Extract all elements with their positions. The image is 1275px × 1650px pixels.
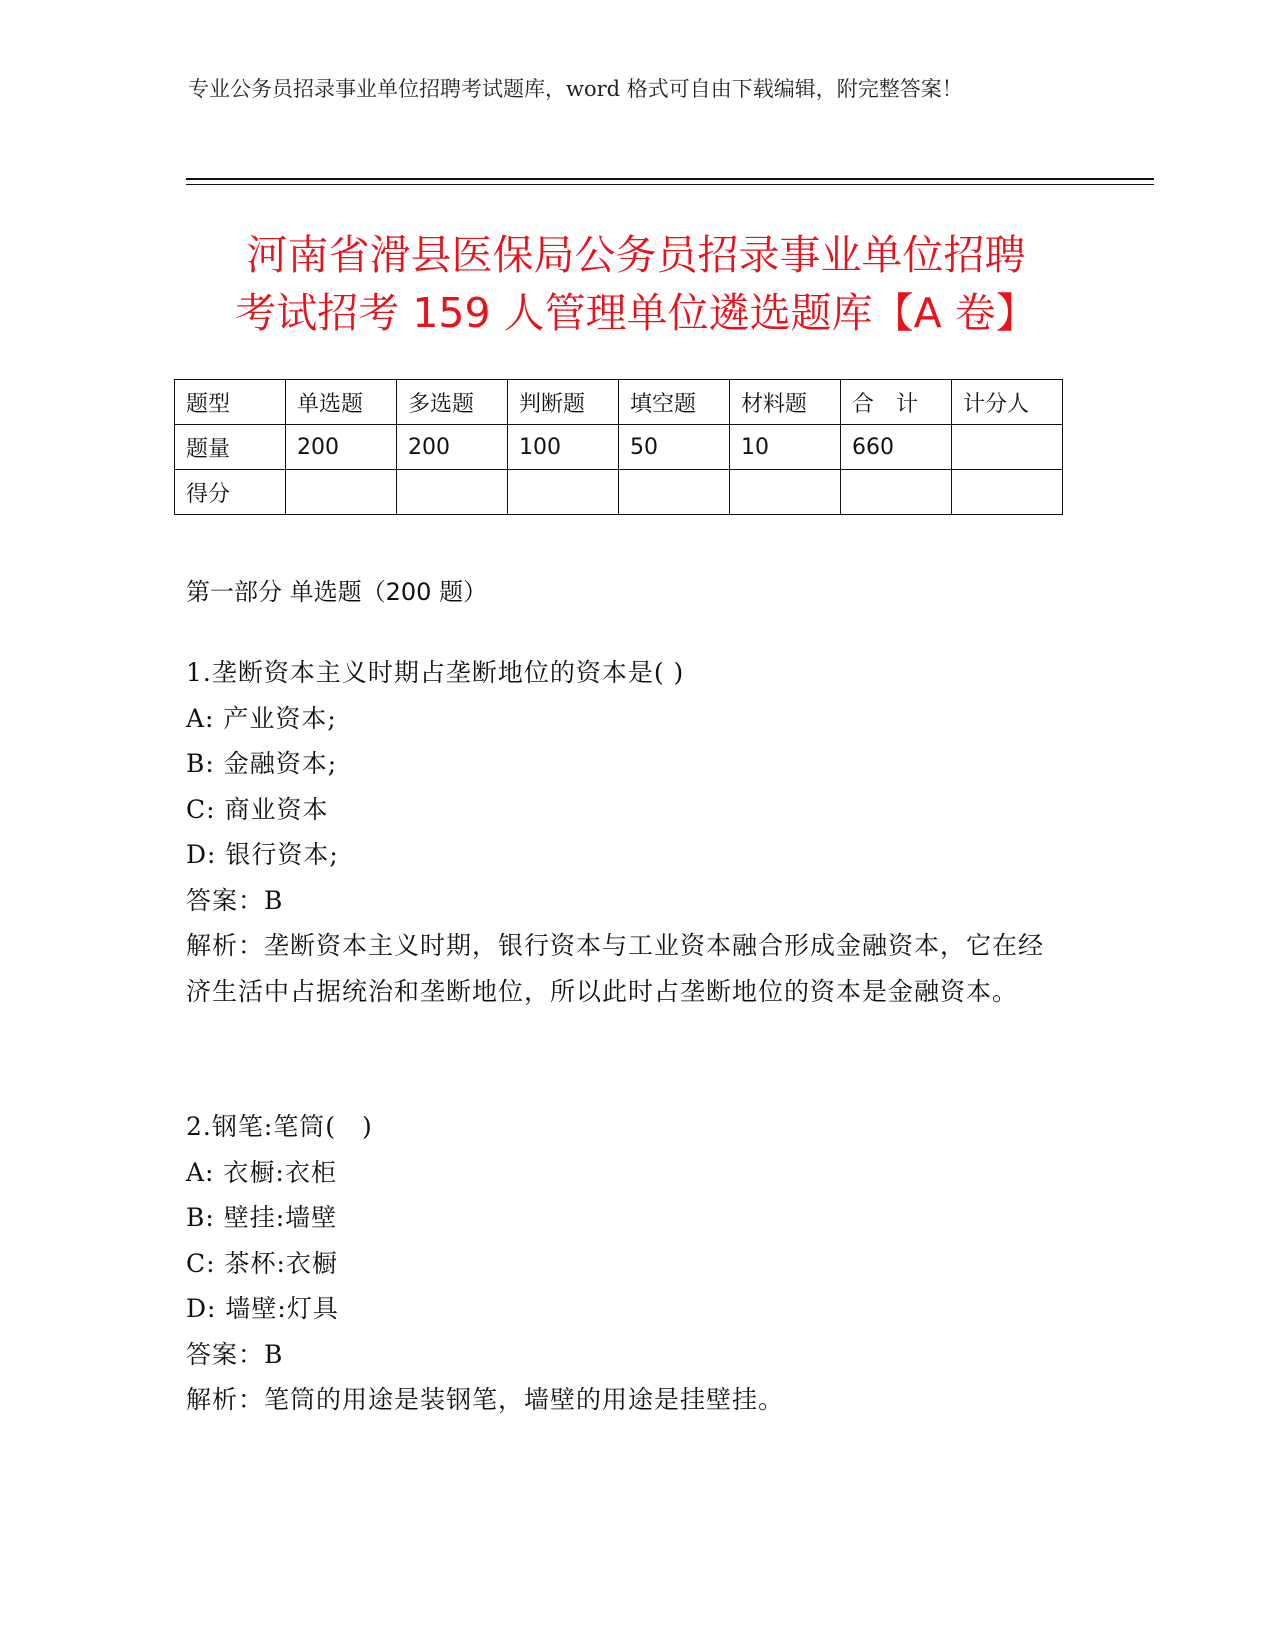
table-cell: 材料题 — [730, 380, 841, 425]
answer-value: B — [264, 885, 284, 915]
option-d: D: 银行资本; — [186, 840, 339, 869]
table-cell — [286, 470, 397, 515]
score-table-score-row — [175, 470, 1063, 515]
table-cell: 计分人 — [952, 380, 1063, 425]
table-cell: 660 — [841, 425, 952, 470]
header-rule-thick — [186, 178, 1154, 180]
answer — [186, 1332, 1066, 1378]
table-cell: 判断题 — [508, 380, 619, 425]
table-cell — [952, 470, 1063, 515]
table-cell — [952, 425, 1063, 470]
table-cell: 10 — [730, 425, 841, 470]
table-cell — [397, 470, 508, 515]
table-cell — [619, 470, 730, 515]
answer — [186, 878, 1066, 924]
option-d: D: 墙壁:灯具 — [186, 1294, 339, 1323]
table-cell: 合 计 — [841, 380, 952, 425]
table-cell — [730, 470, 841, 515]
answer-label: 答案： — [186, 1339, 265, 1369]
answer-value: B — [264, 1339, 284, 1369]
table-cell: 题型 — [175, 380, 286, 425]
table-cell: 200 — [397, 425, 508, 470]
option-b: B: 金融资本; — [186, 749, 338, 778]
option-b: B: 壁挂:墙壁 — [186, 1203, 338, 1232]
analysis-label: 解析： — [186, 1385, 265, 1414]
section-title: 第一部分 单选题（200 题） — [186, 578, 488, 606]
header-rule-thin — [186, 184, 1154, 185]
analysis-text: 笔筒的用途是装钢笔，墙壁的用途是挂壁挂。 — [264, 1385, 785, 1414]
table-cell: 多选题 — [397, 380, 508, 425]
table-cell: 单选题 — [286, 380, 397, 425]
title-line-1: 河南省滑县医保局公务员招录事业单位招聘 — [246, 231, 1026, 279]
analysis-text: 垄断资本主义时期，银行资本与工业资本融合形成金融资本，它在经济生活中占据统治和垄断地位，所以此时占垄断地位的资本是金融资本。 — [186, 931, 1045, 1006]
table-cell: 填空题 — [619, 380, 730, 425]
score-table — [174, 379, 1063, 515]
question-1 — [186, 650, 1066, 1014]
option-a: A: 衣橱:衣柜 — [186, 1157, 337, 1187]
table-cell: 50 — [619, 425, 730, 470]
option-a: A: 产业资本; — [186, 703, 337, 733]
score-table-count-row — [175, 425, 1063, 470]
table-cell — [841, 470, 952, 515]
title-line-2: 考试招考 159 人管理单位遴选题库【A 卷】 — [235, 289, 1037, 337]
header-note: 专业公务员招录事业单位招聘考试题库，word 格式可自由下载编辑，附完整答案！ — [188, 77, 963, 101]
option-c: C: 商业资本 — [186, 794, 329, 824]
score-table-header-row — [175, 380, 1063, 425]
question-stem: 2.钢笔:笔筒( ) — [186, 1112, 373, 1141]
page-title — [186, 226, 1086, 342]
analysis — [186, 923, 1066, 1014]
question-stem: 1.垄断资本主义时期占垄断地位的资本是( ) — [186, 658, 685, 687]
answer-label: 答案： — [186, 885, 265, 915]
table-cell: 题量 — [175, 425, 286, 470]
table-cell: 100 — [508, 425, 619, 470]
analysis-label: 解析： — [186, 931, 265, 960]
question-2 — [186, 1104, 1066, 1423]
analysis — [186, 1377, 1066, 1423]
table-cell: 200 — [286, 425, 397, 470]
option-c: C: 茶杯:衣橱 — [186, 1248, 338, 1278]
table-cell: 得分 — [175, 470, 286, 515]
table-cell — [508, 470, 619, 515]
